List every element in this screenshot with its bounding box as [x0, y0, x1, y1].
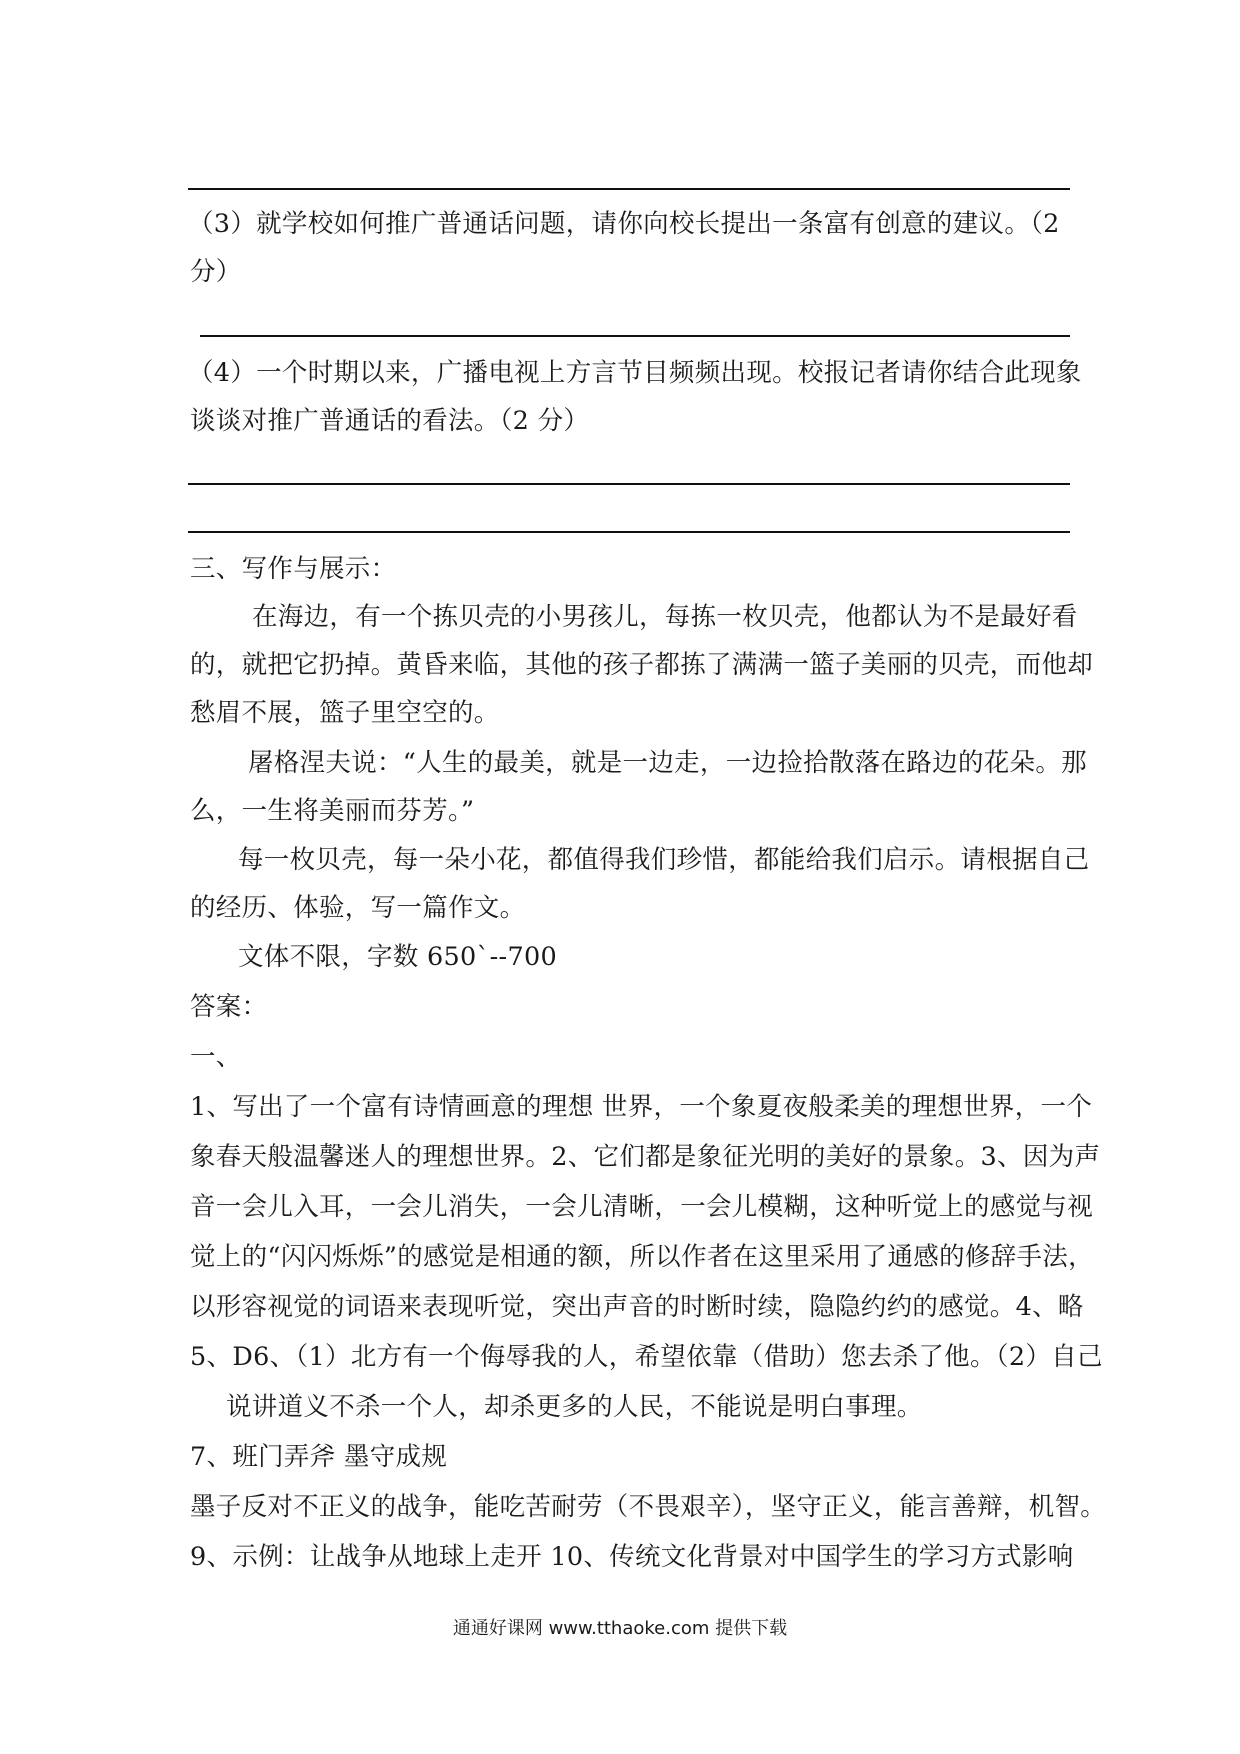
- writing-paragraph-2-line-2: 么，一生将美丽而芬芳。”: [190, 796, 475, 826]
- writing-word-limit: 文体不限，字数 650`--700: [238, 942, 558, 972]
- question-4-line-1: （4）一个时期以来，广播电视上方言节目频频出现。校报记者请你结合此现象: [188, 358, 1082, 388]
- answer-line-text-2: 象春天般温馨迷人的理想世界。2、它们都是象征光明的美好的景象。3、因为声: [190, 1142, 1101, 1172]
- question-4-line-2: 谈谈对推广普通话的看法。（2 分）: [190, 406, 590, 436]
- writing-paragraph-1-line-3: 愁眉不展，篮子里空空的。: [190, 698, 500, 728]
- answer-line-text-1: 1、写出了一个富有诗情画意的理想 世界，一个象夏夜般柔美的理想世界，一个: [190, 1092, 1093, 1122]
- answer-line-4: [188, 531, 1070, 533]
- answer-line-text-10: 9、示例：让战争从地球上走开 10、传统文化背景对中国学生的学习方式影响: [190, 1542, 1074, 1572]
- question-3-line-1: （3）就学校如何推广普通话问题，请你向校长提出一条富有创意的建议。（2: [188, 209, 1060, 239]
- answer-line-2: [200, 335, 1070, 337]
- answer-line-text-9: 墨子反对不正义的战争，能吃苦耐劳（不畏艰辛），坚守正义，能言善辩，机智。: [190, 1492, 1107, 1522]
- writing-paragraph-1-line-2: 的，就把它扔掉。黄昏来临，其他的孩子都拣了满满一篮子美丽的贝壳，而他却: [190, 650, 1094, 680]
- writing-paragraph-1-line-1: 在海边，有一个拣贝壳的小男孩儿，每拣一枚贝壳，他都认为不是最好看: [252, 602, 1078, 632]
- answer-line-3: [188, 483, 1070, 485]
- answers-section-1: 一、: [190, 1042, 242, 1072]
- answer-line-text-5: 以形容视觉的词语来表现听觉，突出声音的时断时续，隐隐约约的感觉。4、略: [190, 1292, 1084, 1322]
- writing-paragraph-3-line-2: 的经历、体验，写一篇作文。: [190, 893, 526, 923]
- answer-line-text-6: 5、D6、（1）北方有一个侮辱我的人，希望依靠（借助）您去杀了他。（2）自己: [190, 1342, 1103, 1372]
- page-footer: 通通好课网 www.tthaoke.com 提供下载: [452, 1618, 788, 1639]
- answer-line-text-8: 7、班门弄斧 墨守成规: [190, 1442, 448, 1472]
- writing-paragraph-3-line-1: 每一枚贝壳，每一朵小花，都值得我们珍惜，都能给我们启示。请根据自己: [238, 845, 1090, 875]
- answer-line-1: [188, 188, 1070, 190]
- writing-heading: 三、写作与展示：: [190, 554, 397, 584]
- answer-line-text-7: 说讲道义不杀一个人，却杀更多的人民，不能说是明白事理。: [226, 1392, 923, 1422]
- answer-line-text-3: 音一会儿入耳，一会儿消失，一会儿清晰，一会儿模糊，这种听觉上的感觉与视: [190, 1192, 1094, 1222]
- writing-paragraph-2-line-1: 屠格涅夫说：“人生的最美，就是一边走，一边捡拾散落在路边的花朵。那: [248, 748, 1087, 778]
- question-3-line-2: 分）: [190, 257, 242, 287]
- answer-line-text-4: 觉上的“闪闪烁烁”的感觉是相通的额，所以作者在这里采用了通感的修辞手法，: [190, 1242, 1094, 1272]
- answers-heading: 答案：: [190, 992, 268, 1022]
